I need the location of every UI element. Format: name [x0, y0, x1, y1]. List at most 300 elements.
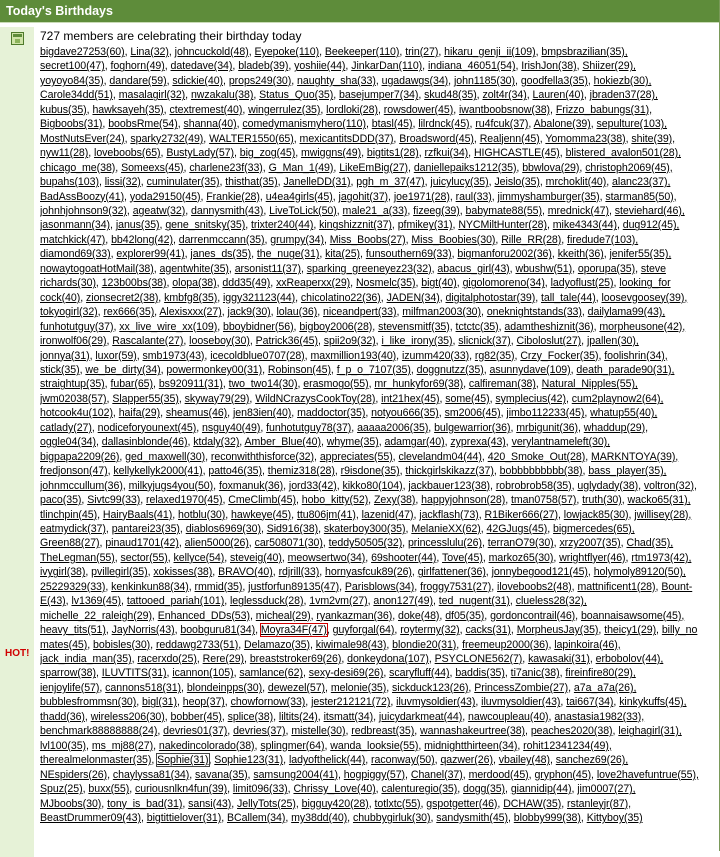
member-link[interactable]: merdood(45): [468, 768, 529, 781]
member-link[interactable]: dallasinblonde(46): [101, 436, 188, 449]
member-link[interactable]: holymoly89120(50),: [593, 566, 686, 579]
member-link[interactable]: arsonist11(37): [234, 262, 301, 275]
member-link[interactable]: clueless28(32),: [515, 595, 587, 608]
member-link[interactable]: TheLegman(55): [40, 551, 115, 564]
member-link[interactable]: zionsecret2(38): [86, 291, 159, 304]
member-link[interactable]: donkeydona(107): [347, 653, 429, 666]
member-link[interactable]: leighagirl(31),: [618, 725, 682, 738]
member-link[interactable]: digitalphotostar(39): [445, 291, 536, 304]
member-link[interactable]: looking_for: [619, 277, 671, 290]
member-link[interactable]: wanda_looksie(55): [330, 739, 419, 752]
member-link[interactable]: roytermy(32): [400, 624, 460, 637]
member-link[interactable]: Rascalante(27): [112, 335, 184, 348]
member-link[interactable]: jackbauer123(38): [408, 479, 491, 492]
member-link[interactable]: sector(55): [120, 551, 168, 564]
member-link[interactable]: morpheusone(42),: [599, 320, 686, 333]
member-link[interactable]: wannashakeurtree(38): [420, 725, 526, 738]
member-link[interactable]: mistelle(30): [291, 725, 346, 738]
member-link[interactable]: alanc23(37),: [612, 176, 671, 189]
member-link[interactable]: sdickie(40): [172, 74, 224, 87]
member-link[interactable]: darrenmccann(35): [178, 233, 265, 246]
member-link[interactable]: ienjoylife(57): [40, 681, 100, 694]
member-link[interactable]: bigtits1(28): [366, 147, 419, 160]
member-link[interactable]: johnhjohnson9(32): [40, 204, 127, 217]
member-link[interactable]: HairyBaals(41): [102, 508, 173, 521]
member-link[interactable]: E(43): [40, 595, 66, 608]
member-link[interactable]: olopa(38): [172, 277, 217, 290]
member-link[interactable]: spii2o9(32): [323, 335, 376, 348]
member-link[interactable]: 69shooter(44): [371, 551, 437, 564]
member-link[interactable]: tman0758(57): [510, 494, 577, 507]
member-link[interactable]: looseboy(30): [189, 335, 250, 348]
member-link[interactable]: Jeislo(35): [494, 176, 540, 189]
member-link[interactable]: Sivtc99(33): [87, 494, 141, 507]
member-link[interactable]: boobguru81(34): [180, 624, 256, 637]
member-link[interactable]: john1185(30): [453, 74, 516, 87]
member-link[interactable]: dogg(35): [463, 783, 506, 796]
member-link[interactable]: rowsdower(45): [383, 103, 454, 116]
member-link[interactable]: rstanleyjr(87),: [567, 797, 632, 810]
member-link[interactable]: michelle_22_raleigh(29): [40, 609, 152, 622]
member-link[interactable]: Miss_Boobies(30): [411, 233, 496, 246]
member-link[interactable]: fredjonson(47): [40, 465, 108, 478]
member-link[interactable]: rex666(35): [103, 306, 155, 319]
member-link[interactable]: Eyepoke(110): [254, 46, 320, 58]
member-link[interactable]: foghorn(49): [110, 60, 165, 73]
member-link[interactable]: MJboobs(30): [40, 797, 102, 810]
member-link[interactable]: ti7anic(38): [510, 667, 560, 680]
member-link[interactable]: stevensmitf(35): [378, 320, 450, 333]
member-link[interactable]: lilrdnck(45): [418, 118, 470, 131]
member-link[interactable]: Patrick36(45): [255, 335, 318, 348]
member-link[interactable]: chicolatino22(36): [300, 291, 381, 304]
member-link[interactable]: masalagirl(32): [118, 89, 186, 102]
member-link[interactable]: JanelleDD(31): [283, 176, 351, 189]
member-link[interactable]: patto46(35): [208, 465, 262, 478]
member-link[interactable]: jimbo112233(45): [506, 407, 585, 420]
member-link[interactable]: johnmccullum(36): [40, 479, 123, 492]
member-link[interactable]: iluvmysoldier(43): [396, 696, 476, 709]
member-link[interactable]: nyw11(28): [40, 147, 89, 160]
member-link[interactable]: anastasia1982(33),: [554, 710, 645, 723]
member-link[interactable]: car508071(30): [254, 537, 323, 550]
member-link[interactable]: whyme(35): [326, 436, 379, 449]
member-link[interactable]: funhotutguy(37): [40, 320, 114, 333]
member-link[interactable]: hawksayeh(35): [92, 103, 164, 116]
member-link[interactable]: kiwimale98(43): [315, 638, 387, 651]
member-link[interactable]: shanna(40): [183, 118, 237, 131]
member-link[interactable]: leglessduck(28): [229, 595, 304, 608]
member-link[interactable]: bobbbbbbbbb(38): [499, 465, 583, 478]
member-link[interactable]: Spuz(25): [40, 783, 83, 796]
member-link[interactable]: wingerrulez(35): [248, 103, 321, 116]
member-link[interactable]: terranO79(30): [487, 537, 554, 550]
member-link[interactable]: kkeith(36): [557, 248, 604, 261]
member-link[interactable]: rg82(35): [474, 349, 515, 362]
member-link[interactable]: smb1973(43): [142, 349, 205, 362]
member-link[interactable]: justforfun89135(47): [248, 580, 340, 593]
member-link[interactable]: hokiezb(30),: [593, 74, 652, 87]
member-link[interactable]: 123b00bs(38): [101, 277, 167, 290]
member-link[interactable]: iggy321123(44): [222, 291, 296, 304]
member-link[interactable]: bulgewarrior(36): [434, 421, 511, 434]
member-link[interactable]: racerxdo(25): [137, 653, 197, 666]
member-link[interactable]: NYCMiltHunter(28): [458, 219, 547, 232]
member-link[interactable]: sanchez69(26),: [555, 754, 629, 767]
member-link[interactable]: Lina(32): [130, 46, 169, 58]
member-link[interactable]: Bigboobs(31): [40, 118, 103, 131]
member-link[interactable]: notyou666(35): [371, 407, 439, 420]
member-link[interactable]: bigtittielover(31): [146, 812, 222, 825]
member-link[interactable]: zolt4r(34): [482, 89, 527, 102]
member-link[interactable]: starman85(50),: [605, 190, 677, 203]
member-link[interactable]: mr_hunkyfor69(38): [374, 378, 464, 391]
member-link[interactable]: lordloki(28): [326, 103, 378, 116]
member-link[interactable]: johncuckold(48): [174, 46, 249, 58]
member-link[interactable]: nwzakalu(38): [190, 89, 254, 102]
member-link[interactable]: adamgar(40): [384, 436, 445, 449]
member-link[interactable]: my38dd(40): [291, 812, 348, 825]
member-link[interactable]: PrincessZombie(27): [474, 681, 569, 694]
member-link[interactable]: xokisses(38): [153, 566, 213, 579]
member-link[interactable]: relaxed1970(45): [146, 494, 223, 507]
member-link[interactable]: NEspiders(26): [40, 768, 108, 781]
member-link[interactable]: midnightthirteen(34): [424, 739, 518, 752]
member-link[interactable]: some(45): [445, 392, 490, 405]
member-link[interactable]: bass_player(35),: [588, 465, 667, 478]
member-link[interactable]: explorer99(41): [116, 248, 185, 261]
member-link[interactable]: bigl(31): [142, 696, 177, 709]
member-link[interactable]: giannidip(44): [510, 783, 572, 796]
member-link[interactable]: Alexisxxx(27): [159, 306, 222, 319]
member-link[interactable]: erasmogo(55): [303, 378, 369, 391]
member-link[interactable]: Delamazo(35): [244, 638, 310, 651]
member-link[interactable]: Rere(29): [202, 653, 245, 666]
member-link[interactable]: dewezel(57): [267, 681, 326, 694]
member-link[interactable]: scaryfluff(44): [389, 667, 450, 680]
member-link[interactable]: love2havefuntrue(55),: [596, 768, 699, 781]
member-link[interactable]: indiana_46051(54): [427, 60, 516, 73]
member-link[interactable]: JinkarDan(110): [351, 60, 423, 73]
member-link[interactable]: Lauren(40): [532, 89, 584, 102]
member-link[interactable]: shite(39),: [631, 132, 676, 145]
member-link[interactable]: freemeup2000(36): [462, 638, 549, 651]
member-link[interactable]: basejumper7(34): [339, 89, 419, 102]
member-link[interactable]: secret100(47): [40, 60, 105, 73]
member-link[interactable]: totlxtc(55): [374, 797, 421, 810]
member-link[interactable]: bobber(45): [170, 710, 222, 723]
member-link[interactable]: death_parade90(31),: [576, 363, 675, 376]
member-link[interactable]: BustyLady(57): [166, 147, 234, 160]
member-link[interactable]: jonnya(31): [40, 349, 90, 362]
member-link[interactable]: dailylama99(43),: [587, 306, 666, 319]
member-link[interactable]: kmbfg8(35): [164, 291, 218, 304]
member-link[interactable]: pfmikey(31): [397, 219, 453, 232]
member-link[interactable]: reddawg2733(51): [155, 638, 239, 651]
member-link[interactable]: hotblu(30): [178, 508, 226, 521]
member-link[interactable]: calfireman(38): [468, 378, 536, 391]
member-link[interactable]: bboybidner(56): [222, 320, 294, 333]
member-link[interactable]: ladyofthelick(44): [288, 754, 366, 767]
member-link[interactable]: yoyoyo84(35): [40, 74, 104, 87]
member-link[interactable]: ged_maxwell(30): [125, 450, 206, 463]
member-link[interactable]: Ciboloslut(27): [516, 335, 582, 348]
member-link[interactable]: Crzy_Focker(35): [520, 349, 599, 362]
member-link[interactable]: verylantnameleft(30),: [511, 436, 611, 449]
member-link[interactable]: iwantboobsnow(38): [459, 103, 551, 116]
member-link[interactable]: kenkinkun88(34): [111, 580, 189, 593]
member-link[interactable]: MostNutsEver(24): [40, 132, 125, 145]
member-link[interactable]: kingshizznit(37): [319, 219, 392, 232]
member-link[interactable]: funhotutguy78(37): [266, 421, 352, 434]
member-link[interactable]: Chrissy_Love(40): [293, 783, 376, 796]
member-link[interactable]: Status_Quo(35): [259, 89, 334, 102]
member-link[interactable]: micheal(29): [255, 609, 311, 622]
member-link[interactable]: big_zog(45): [239, 147, 296, 160]
member-link[interactable]: calenturegio(35): [381, 783, 458, 796]
member-link[interactable]: Parisblows(34): [344, 580, 415, 593]
member-link[interactable]: agentwhite(35): [159, 262, 229, 275]
member-link[interactable]: ru4fcuk(37): [475, 118, 529, 131]
member-link[interactable]: rtm1973(42),: [631, 551, 692, 564]
member-link[interactable]: ladyoflust(25): [550, 277, 614, 290]
member-link[interactable]: bubblesfrommsn(30): [40, 696, 137, 709]
member-link[interactable]: chowfornow(33): [230, 696, 306, 709]
member-link[interactable]: WildNCrazysCookToy(28): [255, 392, 376, 405]
member-link[interactable]: erbobolov(44),: [595, 653, 664, 666]
member-link[interactable]: richards(30): [40, 277, 96, 290]
member-link[interactable]: PSYCLONE562(7): [434, 653, 523, 666]
member-link[interactable]: blistered_avalon501(28),: [565, 147, 681, 160]
member-link[interactable]: izumm420(33): [401, 349, 470, 362]
member-link[interactable]: doke(48): [398, 609, 440, 622]
member-link[interactable]: rzfkui(34): [424, 147, 469, 160]
member-link[interactable]: two_two14(30): [228, 378, 298, 391]
member-link[interactable]: meowsertwo(34): [287, 551, 366, 564]
member-link[interactable]: whaddup(29),: [583, 421, 648, 434]
member-link[interactable]: a7a_a7a(26),: [573, 681, 637, 694]
member-link[interactable]: trin(27): [405, 46, 439, 58]
member-link[interactable]: blondeinpps(30): [186, 681, 263, 694]
member-link[interactable]: loosevgoosey(39),: [601, 291, 688, 304]
member-link[interactable]: itsmatt(34): [323, 710, 374, 723]
member-link[interactable]: raul(33): [455, 190, 492, 203]
member-link[interactable]: sepulture(103),: [596, 118, 668, 131]
member-link[interactable]: reconwiththisforce(32): [210, 450, 315, 463]
member-link[interactable]: jpallen(30),: [586, 335, 639, 348]
member-link[interactable]: Chad(35),: [626, 537, 674, 550]
member-link[interactable]: curiousnlkn4fun(39): [135, 783, 228, 796]
member-link[interactable]: voltron(32),: [643, 479, 697, 492]
member-link[interactable]: blobby999(38): [513, 812, 581, 825]
member-link[interactable]: R1Biker666(27): [484, 508, 558, 521]
member-link[interactable]: we_be_dirty(34): [85, 363, 161, 376]
member-link[interactable]: kellykellyk2000(41): [113, 465, 203, 478]
member-link[interactable]: maddoctor(35): [297, 407, 366, 420]
member-link[interactable]: mates(45): [40, 638, 88, 651]
member-link[interactable]: ddd35(49): [222, 277, 271, 290]
member-link[interactable]: christoph2069(45),: [585, 161, 673, 174]
member-link[interactable]: thickgirlskikazz(37): [405, 465, 494, 478]
member-link[interactable]: ttu806jm(41): [296, 508, 356, 521]
member-link[interactable]: btasl(45): [371, 118, 413, 131]
member-link[interactable]: dandare(59): [109, 74, 167, 87]
member-link[interactable]: slicnick(37): [458, 335, 511, 348]
member-link[interactable]: yoshiie(44): [294, 60, 346, 73]
member-link[interactable]: Realjenn(45): [479, 132, 540, 145]
member-link[interactable]: heavy_tits(51): [40, 624, 106, 637]
member-link[interactable]: mexicantitsDDD(37): [299, 132, 394, 145]
member-link[interactable]: milfman2003(30): [402, 306, 482, 319]
member-link[interactable]: sansi(43): [188, 797, 232, 810]
member-link[interactable]: Frizzo_babungs(31),: [555, 103, 653, 116]
member-link[interactable]: lowjack85(30): [563, 508, 629, 521]
member-link[interactable]: boobsRme(54): [108, 118, 178, 131]
member-link[interactable]: girlfattener(36): [417, 566, 486, 579]
member-link[interactable]: Miss_Boobs(27): [329, 233, 406, 246]
member-link[interactable]: tony_is_bad(31): [107, 797, 183, 810]
member-link[interactable]: nakedincolorado(38): [158, 739, 255, 752]
member-link[interactable]: Tove(45): [441, 551, 483, 564]
member-link[interactable]: benchmark88888888(24): [40, 725, 158, 738]
member-link[interactable]: theicy1(29): [604, 624, 657, 637]
member-link[interactable]: sandysmith(45): [436, 812, 508, 825]
member-link[interactable]: wacko65(31),: [627, 494, 691, 507]
member-link[interactable]: hornyasfcuk89(26): [325, 566, 412, 579]
member-link[interactable]: male21_a(33): [342, 204, 408, 217]
member-link[interactable]: goodfella3(35): [520, 74, 588, 87]
member-link[interactable]: jord33(42): [288, 479, 337, 492]
member-link[interactable]: wrightflyer(46): [559, 551, 626, 564]
member-link[interactable]: vbailey(48): [498, 754, 550, 767]
member-link[interactable]: ctextremest(40): [169, 103, 243, 116]
member-link[interactable]: Nosmelc(35): [355, 277, 416, 290]
member-link[interactable]: Natural_Nipples(55),: [541, 378, 638, 391]
member-link[interactable]: MelanieXX(62): [411, 522, 481, 535]
member-link[interactable]: catlady(27): [40, 421, 92, 434]
member-link[interactable]: chaylyssa81(34): [112, 768, 190, 781]
member-link[interactable]: gene_snitsky(35): [165, 219, 246, 232]
member-link[interactable]: ILUVTITS(31): [101, 667, 167, 680]
member-link[interactable]: xrzy2007(35): [559, 537, 621, 550]
member-link[interactable]: devries(37): [233, 725, 286, 738]
member-link[interactable]: themiz318(28): [267, 465, 335, 478]
member-link[interactable]: Someexs(45): [121, 161, 184, 174]
member-link[interactable]: powermonkey00(31): [166, 363, 263, 376]
member-link[interactable]: BadAssBoozy(41): [40, 190, 125, 203]
member-link[interactable]: MARKNTOYA(39),: [590, 450, 679, 463]
member-link[interactable]: Zexy(38): [373, 494, 416, 507]
member-link[interactable]: the_nuge(31): [256, 248, 320, 261]
member-link[interactable]: eatmydick(37): [40, 522, 106, 535]
member-link[interactable]: liltits(24): [278, 710, 318, 723]
member-link[interactable]: Enhanced_DDs(53): [157, 609, 250, 622]
member-link[interactable]: r9isdone(35): [340, 465, 400, 478]
member-link[interactable]: sickduck123(26): [392, 681, 469, 694]
member-link[interactable]: firedude7(103),: [567, 233, 639, 246]
member-link[interactable]: lolau(36): [276, 306, 318, 319]
member-link[interactable]: JellyTots(25): [237, 797, 296, 810]
member-link[interactable]: joe1971(28): [393, 190, 450, 203]
member-link[interactable]: tall_tale(44): [540, 291, 596, 304]
member-link[interactable]: Broadsword(45): [399, 132, 474, 145]
member-link[interactable]: rmmid(35): [194, 580, 243, 593]
member-link[interactable]: sm2006(45): [444, 407, 501, 420]
member-link[interactable]: Amber_Blue(40): [244, 436, 321, 449]
member-link[interactable]: peaches2020(38): [530, 725, 613, 738]
member-link[interactable]: buxx(55): [88, 783, 130, 796]
member-link[interactable]: Slapper55(35): [112, 392, 179, 405]
member-link[interactable]: devries01(37): [163, 725, 228, 738]
member-link[interactable]: paco(35): [40, 494, 82, 507]
member-link[interactable]: dannysmith(43): [191, 204, 264, 217]
member-link[interactable]: uglydady(38): [577, 479, 639, 492]
member-link[interactable]: ktdaly(32): [193, 436, 240, 449]
member-link[interactable]: Bount-: [661, 580, 693, 593]
member-link[interactable]: bigguy420(28): [301, 797, 369, 810]
member-link[interactable]: wbushw(51): [515, 262, 573, 275]
member-link[interactable]: i_like_irony(35): [381, 335, 453, 348]
member-link[interactable]: doggnutzz(35): [416, 363, 484, 376]
member-link[interactable]: bs920911(31): [158, 378, 223, 391]
member-link[interactable]: symplecius(42): [495, 392, 566, 405]
member-link[interactable]: rdjrill(33): [278, 566, 320, 579]
member-link[interactable]: hawkeye(45): [231, 508, 292, 521]
member-link[interactable]: jester212121(72): [311, 696, 391, 709]
member-link[interactable]: billy_no: [661, 624, 698, 637]
member-link[interactable]: boannaisawsome(45),: [580, 609, 685, 622]
member-link[interactable]: ms_mj88(27): [91, 739, 154, 752]
member-link[interactable]: raconway(50): [371, 754, 435, 767]
member-link[interactable]: gordoncontrail(46): [490, 609, 576, 622]
member-link[interactable]: Green88(27): [40, 537, 100, 550]
member-link[interactable]: cock(40): [40, 291, 81, 304]
member-link[interactable]: cuminulater(35): [146, 176, 220, 189]
member-link[interactable]: nowaytogoatHotMail(38): [40, 262, 154, 275]
member-link[interactable]: froggy7531(27): [420, 580, 492, 593]
member-link[interactable]: datedave(34): [170, 60, 233, 73]
member-link[interactable]: BCallem(34): [227, 812, 286, 825]
member-link[interactable]: naughty_sha(33): [297, 74, 376, 87]
member-link[interactable]: jimmyshamburger(35): [497, 190, 600, 203]
member-link[interactable]: straightup(35): [40, 378, 105, 391]
member-link[interactable]: baddis(35): [455, 667, 505, 680]
member-link[interactable]: jbraden37(28),: [589, 89, 658, 102]
member-link[interactable]: pgh_m_37(47): [356, 176, 425, 189]
member-link[interactable]: 420_Smoke_Out(28): [487, 450, 586, 463]
member-link[interactable]: janus(35): [115, 219, 160, 232]
member-link[interactable]: guyforgal(64): [332, 624, 395, 637]
member-link[interactable]: kubus(35): [40, 103, 87, 116]
member-link[interactable]: stick(35): [40, 363, 80, 376]
member-link[interactable]: 25229329(33): [40, 580, 106, 593]
member-link[interactable]: splingmer(64): [260, 739, 325, 752]
member-link[interactable]: pinaud1701(42): [105, 537, 179, 550]
member-link[interactable]: juicydarkmeat(44): [378, 710, 463, 723]
member-link[interactable]: jackflash(73): [419, 508, 479, 521]
member-link[interactable]: sparky2732(49): [130, 132, 204, 145]
member-link[interactable]: bladeb(39): [238, 60, 289, 73]
member-link[interactable]: grumpy(34): [270, 233, 324, 246]
member-link[interactable]: qazwer(26): [440, 754, 493, 767]
member-link[interactable]: mike4343(44): [552, 219, 617, 232]
member-link[interactable]: JADEN(34): [386, 291, 440, 304]
member-link[interactable]: mrchoklit(40): [545, 176, 607, 189]
member-link[interactable]: CmeClimb(45): [228, 494, 296, 507]
member-link[interactable]: nodiceforyounext(45): [97, 421, 197, 434]
member-link[interactable]: jack_india_man(35): [40, 653, 132, 666]
member-link[interactable]: cannons518(31): [105, 681, 182, 694]
